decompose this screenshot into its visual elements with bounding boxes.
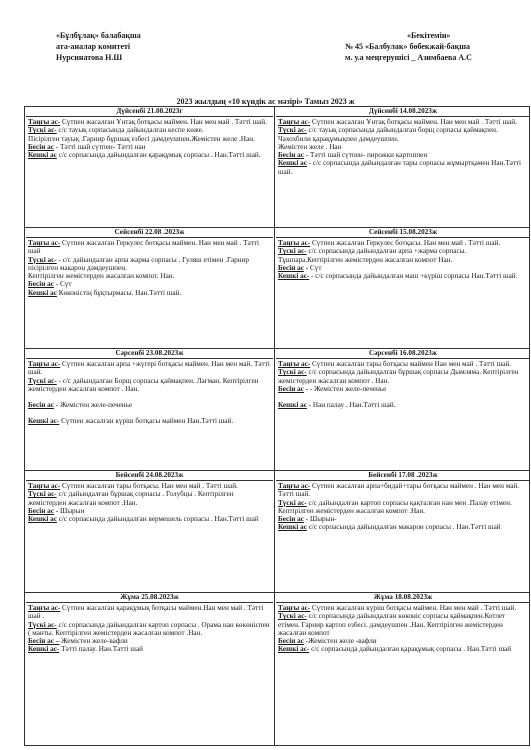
meal-label: Түскі ас- bbox=[278, 612, 307, 621]
meal-label: Бесін ас bbox=[278, 263, 304, 272]
director-signer: м. у.а меңгерушісі _ Азимбаева А.С bbox=[345, 53, 472, 62]
day-heading: Жұма 25.08.2023ж bbox=[26, 593, 273, 603]
day-menu-cell bbox=[26, 593, 273, 748]
meal-dishes: с/с сорпасында дайындалған көконіс сорпасы қаймақпен.Котлет етімен. Гарнир картоп езбесі. дәмдеушпен .Нан. Кептірілген жемістерден жасалған компот bbox=[278, 612, 506, 637]
meal-line bbox=[278, 368, 528, 385]
meal-label: Түскі ас- bbox=[28, 255, 57, 264]
meal-line bbox=[28, 490, 271, 507]
meal-dishes: Пісірілген тауық .Гарнир бұршақ езбесі дәмдеушпен.Жемістен желе .Нан. bbox=[28, 134, 255, 143]
meal-dishes: - Жемістен желе-печенье bbox=[53, 401, 133, 410]
meal-dishes: с/с сорпасында дайындалған макарон сорпасы . Нан.Тәтті шай bbox=[306, 523, 501, 532]
meal-label: Бесін ас bbox=[28, 142, 54, 151]
meal-line bbox=[278, 126, 528, 143]
meal-dishes: - Шырын- bbox=[303, 515, 337, 524]
meal-dishes: с/с сорпасында дайындалған картоп сорпасы . Орама нан көкөніспен ( манты. Кептірілген жемістерден жасалған компот .Нан. bbox=[28, 620, 270, 637]
day-menu-cell bbox=[276, 228, 530, 349]
meal-dishes: - Нан палау . Нан.Тәтті шай. bbox=[306, 401, 396, 410]
day-heading: Дүйсенбі 21.08.2023г bbox=[26, 107, 273, 117]
meal-label: Түскі ас- bbox=[28, 126, 57, 135]
meal-dishes: Сүтпен жасалған Геркулес ботқасы. Нан мен май . Тәтті шай. bbox=[310, 239, 501, 247]
day-heading: Сәрсенбі 16.08.2023ж bbox=[276, 349, 530, 359]
day-heading: Бейсенбі 17.08 .2023ж bbox=[276, 471, 530, 481]
meal-line bbox=[28, 604, 271, 621]
meal-label: Таңғы ас- bbox=[278, 604, 311, 612]
meal-label: Кешкі ас bbox=[278, 523, 307, 532]
meal-label: Таңғы ас- bbox=[278, 118, 311, 126]
meal-dishes: с/с сорпасында дайындалған арпа +жарма сорпасы. Тұшпара.Кептірілген жемістерден жасалған компот Нан. bbox=[278, 247, 467, 264]
meal-line bbox=[278, 385, 528, 393]
meal-dishes: Сүтпен жасалған қарақұмық ботқасы маймен.Нан мен май . Тәтті шай . bbox=[28, 604, 264, 621]
meal-dishes: - с/с дайындалған арпа жарма сорпасы . Гуляш етімен .Гарнир пісірілген макарон дәмдеушпен. bbox=[28, 255, 250, 272]
meal-dishes: - - Жемістен желе-печенье bbox=[303, 384, 387, 393]
meal-label: Түскі ас- bbox=[278, 247, 307, 256]
day-heading: Бейсенбі 24.08.2023ж bbox=[26, 471, 273, 481]
meal-label: Түскі ас- bbox=[278, 368, 307, 377]
meal-dishes: с/с тауық сорпасында дайындалған кеспе көже. bbox=[56, 126, 204, 135]
day-menu-cell bbox=[26, 228, 273, 349]
meal-label: Бесін ас bbox=[278, 637, 304, 646]
meal-line bbox=[28, 151, 271, 159]
meal-line bbox=[278, 499, 528, 516]
day-heading: Сейсенбі 22.08 .2023ж bbox=[26, 228, 273, 238]
meal-line bbox=[28, 256, 271, 273]
meal-dishes: - с/с дайындалған Борщ сорпасы қаймақпен. Лағман. Кептірілген жемістерден жасалған компот . Нан. bbox=[28, 376, 259, 393]
meal-label: Бесін ас bbox=[278, 515, 304, 524]
meal-dishes: Сүтпен жасалған күріш ботқасы маймен. Нан мен май . Тәтті шай. bbox=[310, 604, 517, 612]
meal-dishes: -Жемістен желе -вафли bbox=[303, 637, 377, 646]
column-divider bbox=[274, 107, 275, 745]
menu-table bbox=[24, 106, 530, 746]
meal-dishes: с/с сорпасында дайындалған қарақұмық сорпасы . Нан.Тәтті шай. bbox=[56, 151, 261, 160]
meal-label: Таңғы ас- bbox=[28, 604, 61, 612]
day-menu-cell bbox=[26, 471, 273, 593]
day-heading: Дүйсенбі 14.08.2023ж bbox=[276, 107, 530, 117]
meal-line bbox=[278, 264, 528, 272]
meal-dishes: Сүтпен жасалған тары ботқасы маймен Нан мен май . Тәтті шай. bbox=[310, 360, 511, 368]
meal-line bbox=[278, 143, 528, 151]
meal-label: Кешкі ас bbox=[278, 159, 307, 168]
meal-dishes: - Сүт bbox=[303, 263, 322, 272]
meal-dishes: Сүтпен жасалған тары ботқасы. Нан мен май . Тәтті шай. bbox=[60, 482, 238, 490]
meal-dishes: - Тәтті шай сүтпен- Тәтті нан bbox=[53, 142, 146, 151]
meal-line bbox=[28, 417, 271, 425]
meal-line bbox=[278, 272, 528, 280]
committee-name: ата-аналар комитеті bbox=[56, 42, 131, 51]
meal-dishes: с/с сорпасында дайындалған бұршақ сорпасы Дымляма. Кептірілген жемістерден жасалған компот . Нан. bbox=[278, 368, 519, 385]
meal-label: Таңғы ас- bbox=[28, 482, 61, 490]
meal-line bbox=[278, 482, 528, 499]
meal-label: Бесін ас bbox=[28, 280, 54, 289]
meal-line bbox=[28, 280, 271, 288]
meal-dishes: Жемістен желе . Нан bbox=[278, 142, 342, 151]
day-menu-cell bbox=[26, 107, 273, 227]
institution-name: № 45 «Балбулак» бөбекжай-бақша bbox=[345, 42, 470, 51]
meal-dishes: Кептірілген жемістерден жасалған компот. Нан. bbox=[28, 272, 175, 281]
meal-label: Кешкі ас- bbox=[278, 272, 310, 281]
meal-line bbox=[28, 401, 271, 409]
meal-label: Түскі ас- bbox=[278, 498, 307, 507]
day-menu-cell bbox=[26, 349, 273, 471]
meal-label: Түскі ас- bbox=[28, 376, 57, 385]
day-menu-cell bbox=[276, 349, 530, 471]
committee-signer: Нурсинатова Н.Ш bbox=[56, 53, 123, 62]
meal-label: Таңғы ас- bbox=[278, 482, 311, 490]
meal-dishes: - Сүт bbox=[53, 280, 72, 289]
meal-dishes: Сүтпен жасалған арпа+бидай+тары ботқасы маймен . Нан мен май. Тәтті шай. bbox=[278, 482, 520, 499]
kindergarten-name: «Бұлбұлақ» балабақша bbox=[56, 31, 141, 40]
day-menu-cell bbox=[276, 107, 530, 227]
meal-label: Бесін ас – bbox=[28, 637, 60, 646]
day-menu-cell bbox=[276, 471, 530, 593]
meal-label: Бесін ас bbox=[278, 151, 304, 160]
meal-label: Таңғы ас- bbox=[278, 360, 311, 368]
approval-label: «Бекітемін» bbox=[407, 31, 451, 40]
meal-dishes: Сүтпен жасалған Геркулес ботқасы маймен. Нан мен май . Тәтті шай bbox=[28, 239, 259, 256]
meal-line bbox=[278, 401, 528, 409]
meal-dishes: с/с дайындалған бұршақ сорпасы . Голубцы . Кептірілген жемістерден жасалған компот .Нан. bbox=[28, 490, 234, 507]
meal-dishes: Сүтпен жасалған арпа +жүгері ботқасы маймен. Нан мен май. Тәтті шай. bbox=[28, 360, 270, 377]
meal-label: Таңғы ас- bbox=[28, 239, 61, 247]
meal-dishes: Тәтті палау. Нан.Тәтті шай bbox=[59, 645, 143, 654]
meal-label: Кешкі ас bbox=[278, 401, 307, 410]
meal-label: Бесін ас bbox=[28, 401, 54, 410]
meal-dishes: с/с сорпасында дайындалған қарақұмық сорпасы . Нан.Тәтті шай bbox=[309, 645, 512, 654]
committee-block bbox=[56, 30, 141, 63]
meal-label: Кешкі ас bbox=[28, 151, 57, 160]
meal-dishes: с/с дайындалған картоп сорпасы қақталған нан мен .Палау етімен. Кептірілген жемістерден жасалған компот .Нан. bbox=[278, 498, 512, 515]
meal-line bbox=[28, 377, 271, 394]
day-heading: Сейсенбі 15.08.2023ж bbox=[276, 228, 530, 238]
meal-line bbox=[28, 239, 271, 256]
meal-line bbox=[28, 645, 271, 653]
meal-label: Бесін ас bbox=[278, 384, 304, 393]
spacer bbox=[28, 393, 271, 401]
meal-dishes: с/с тауық сорпасында дайындалған борщ сорпасы қаймақпен. Чахохбили қарақұмықпен дәмдеушпен. bbox=[278, 126, 498, 143]
meal-line bbox=[28, 143, 271, 151]
meal-label: Таңғы ас- bbox=[28, 360, 61, 368]
meal-line bbox=[28, 289, 271, 297]
meal-dishes: Көконістің бұқтырмасы. Нан.Тәтті шай. bbox=[56, 288, 182, 297]
meal-label: Таңғы ас- bbox=[278, 239, 311, 247]
meal-line bbox=[278, 523, 528, 531]
meal-dishes: - Тәтті шай сүтпен- пирожки картоппен bbox=[303, 151, 428, 160]
meal-label: Бесін ас bbox=[28, 506, 54, 515]
approval-block bbox=[345, 30, 472, 63]
meal-label: Кешкі ас- bbox=[278, 645, 310, 654]
document-header bbox=[0, 30, 531, 90]
meal-line bbox=[28, 621, 271, 638]
meal-label: Түскі ас- bbox=[28, 620, 57, 629]
menu-title: 2023 жылдың «10 күндік ас мәзірі» Тамыз 2023 ж bbox=[176, 97, 355, 106]
meal-dishes: - с/с сорпасында дайындалған тары сорпасы жұмыртқамен Нан.Тәтті шай. bbox=[278, 159, 522, 176]
meal-label: Кешкі ас bbox=[28, 515, 57, 524]
meal-line bbox=[28, 135, 271, 143]
meal-line bbox=[28, 126, 271, 134]
meal-line bbox=[278, 612, 528, 637]
meal-dishes: Сүтпен жасалған Ұнтақ ботқасы маймен. Нан мен май . Тәтті шай. bbox=[310, 118, 517, 126]
meal-label: Кешкі ас- bbox=[28, 417, 60, 426]
meal-line bbox=[28, 360, 271, 377]
meal-label: Түскі ас- bbox=[28, 490, 57, 499]
day-menu-cell bbox=[276, 593, 530, 748]
meal-dishes: - Шырын bbox=[53, 506, 85, 515]
meal-line bbox=[28, 515, 271, 523]
day-heading: Жұма 18.08.2023ж bbox=[276, 593, 530, 603]
meal-label: Түскі ас- bbox=[278, 126, 307, 135]
meal-label: Таңғы ас- bbox=[28, 118, 61, 126]
meal-line bbox=[278, 247, 528, 264]
meal-dishes: Сүтпен жасалған Ұнтақ ботқасы маймен. Нан мен май . Тәтті шай. bbox=[60, 118, 267, 126]
meal-dishes: с/с сорпасында дайындалған вермешель сорпасы . Нан.Тәтті шай bbox=[56, 515, 259, 524]
meal-label: Кешкі ас- bbox=[28, 645, 60, 654]
spacer bbox=[278, 393, 528, 401]
meal-line bbox=[278, 645, 528, 653]
day-heading: Сәрсенбі 23.08.2023ж bbox=[26, 349, 273, 359]
meal-label: Кешкі ас bbox=[28, 288, 57, 297]
meal-dishes: - с/с сорпасында дайындалған маш +күріш сорпасы Нан.Тәтті шай. bbox=[309, 272, 518, 281]
meal-dishes: Сүтпен жасалған күріш ботқасы маймен Нан.Тәтті шай. bbox=[59, 417, 234, 426]
meal-line bbox=[28, 507, 271, 515]
meal-line bbox=[278, 159, 528, 176]
meal-dishes: Жемістен желе-вафли bbox=[59, 637, 128, 646]
